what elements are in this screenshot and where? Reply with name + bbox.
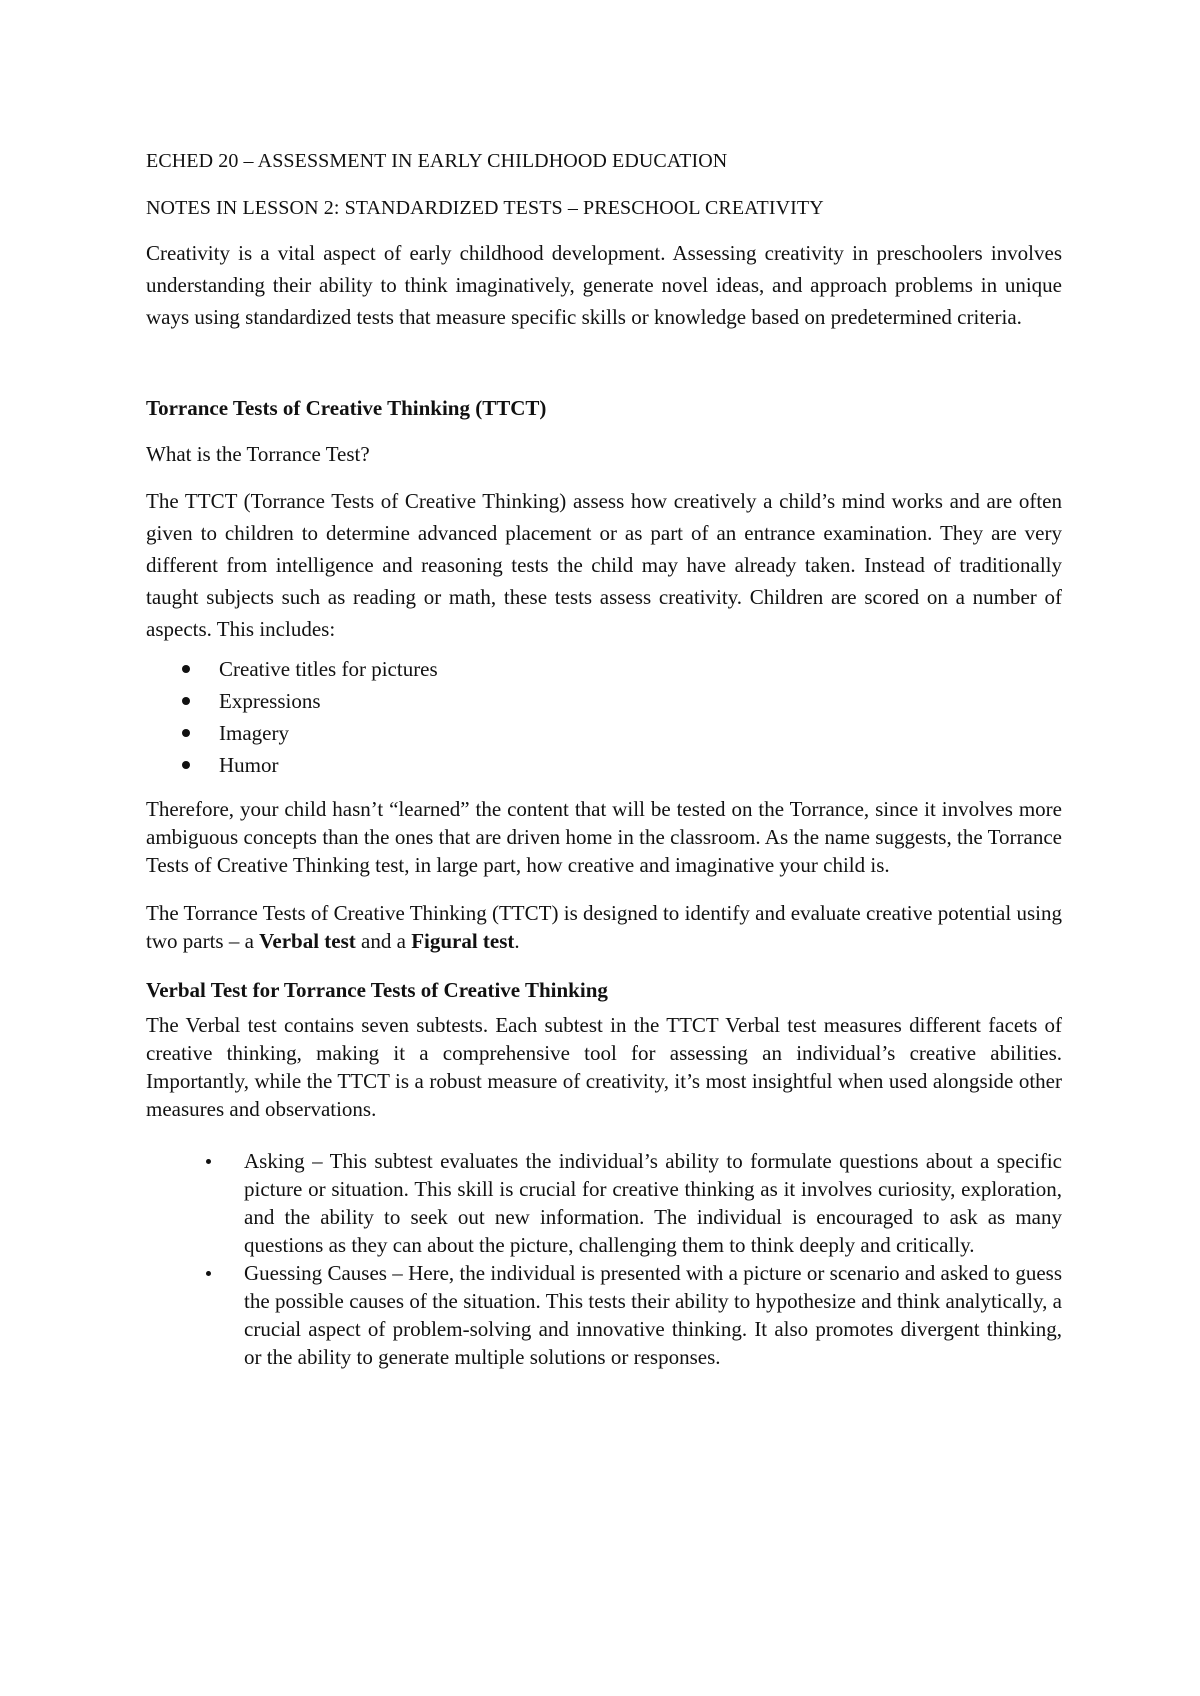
bullet-icon [182,729,190,737]
parts-text-middle: and a [355,929,412,953]
list-item [146,717,1062,749]
bullet-icon [182,761,190,769]
list-item [146,685,1062,717]
figural-test-term: Figural test [411,929,515,953]
verbal-paragraph: The Verbal test contains seven subtests. Each subtest in the TTCT Verbal test measures different facets of creative thinking, making it a comprehensive tool for assessing an individual’s creative abilities. Importantly, while the TTCT is a robust measure of creativity, it’s most insightful when used alongside other measures and observations. [146,1013,1062,1121]
ttct-heading: Torrance Tests of Creative Thinking (TTCT) [146,396,547,420]
course-title: ECHED 20 – ASSESSMENT IN EARLY CHILDHOOD EDUCATION [146,150,728,172]
subtest-item-asking [146,1147,1062,1259]
spacer [146,333,1062,393]
bullet-icon [206,1271,211,1276]
list-item [146,653,1062,685]
subtest-text: Asking – This subtest evaluates the individual’s ability to formulate questions about a specific picture or situation. This skill is crucial for creative thinking as it involves curiosity, exploration, and the ability to seek out new information. The individual is encouraged to ask as many questions as they can about the picture, challenging them to think deeply and critically. [244,1149,1062,1257]
verbal-test-term: Verbal test [259,929,356,953]
list-item-text: Expressions [219,689,321,713]
bullet-icon [182,665,190,673]
bullet-icon [182,697,190,705]
subtests-list [146,1147,1062,1371]
parts-paragraph [146,899,1062,955]
intro-paragraph: Creativity is a vital aspect of early childhood development. Assessing creativity in preschoolers involves understanding their ability to think imaginatively, generate novel ideas, and approach problems in unique ways using standardized tests that measure specific skills or knowledge based on predetermined criteria. [146,241,1062,329]
list-item-text: Imagery [219,721,289,745]
subtest-item-guessing-causes [146,1259,1062,1371]
question-line: What is the Torrance Test? [146,442,370,466]
ttct-paragraph: The TTCT (Torrance Tests of Creative Thinking) assess how creatively a child’s mind works and are often given to children to determine advanced placement or as part of an entrance examination. They are very different from intelligence and reasoning tests the child may have already taken. Instead of traditionally taught subjects such as reading or math, these tests assess creativity. Children are scored on a number of aspects. This includes: [146,489,1062,641]
list-item-text: Humor [219,753,279,777]
lesson-title: NOTES IN LESSON 2: STANDARDIZED TESTS – PRESCHOOL CREATIVITY [146,197,824,219]
parts-text-before: The Torrance Tests of Creative Thinking (TTCT) is designed to identify and evaluate creative potential using two parts – a [146,901,1062,953]
bullet-icon [206,1159,211,1164]
page-content [146,146,1062,1371]
list-item-text: Creative titles for pictures [219,657,438,681]
therefore-paragraph: Therefore, your child hasn’t “learned” the content that will be tested on the Torrance, since it involves more ambiguous concepts than the ones that are driven home in the classroom. As the name suggests, the Torrance Tests of Creative Thinking test, in large part, how creative and imaginative your child is. [146,797,1062,877]
list-item [146,749,1062,781]
aspects-list [146,653,1062,781]
verbal-heading: Verbal Test for Torrance Tests of Creative Thinking [146,978,608,1002]
parts-text-after: . [514,929,520,953]
subtest-text: Guessing Causes – Here, the individual is presented with a picture or scenario and asked to guess the possible causes of the situation. This tests their ability to hypothesize and think analytically, a crucial aspect of problem-solving and innovative thinking. It also promotes divergent thinking, or the ability to generate multiple solutions or responses. [244,1261,1062,1369]
